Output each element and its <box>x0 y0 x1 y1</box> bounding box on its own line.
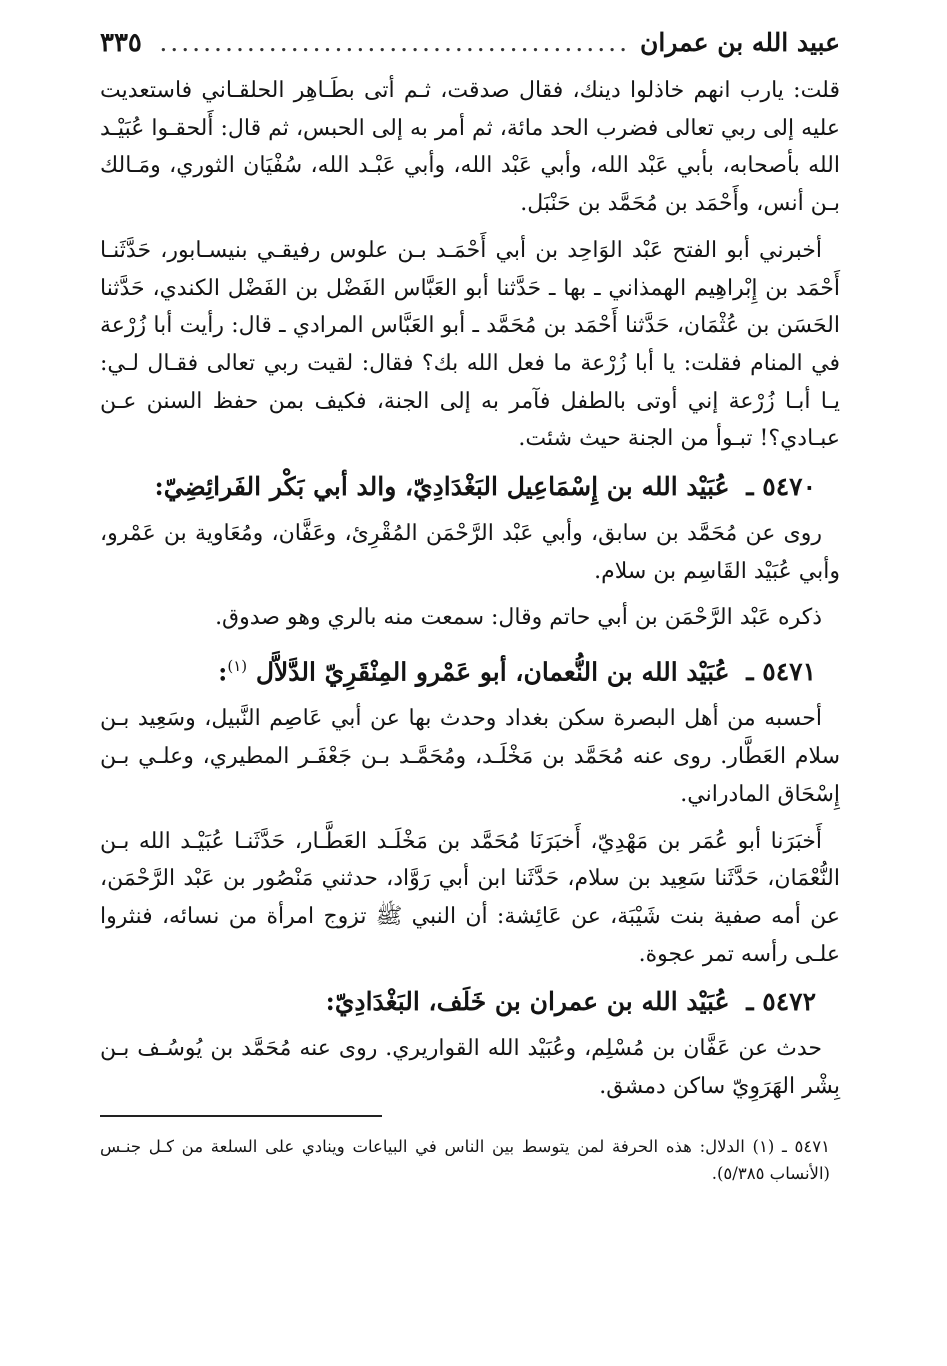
header-leader-dots: ........................................... <box>159 28 631 57</box>
entry-title: عُبَيْد الله بن عمران بن خَلَف، البَغْدَادِيّ: <box>325 987 730 1017</box>
paragraph-7: حدث عن عَفَّان بن مُسْلِم، وعُبَيْد الله القواريري. روى عنه مُحَمَّد بن يُوسُـف بـن بِشْر الهَرَوِيّ ساكن دمشق. <box>100 1036 840 1100</box>
page-number: ٣٣٥ <box>100 28 142 58</box>
footnote-reference: (١) <box>227 657 248 676</box>
footnote: ٥٤٧١ ـ (١) الدلال: هذه الحرفة لمن يتوسط بين الناس في البياعات وينادي على السلعة من كـل جنـس (الأنساب ٥/٣٨٥). <box>100 1137 830 1184</box>
paragraph-6: أَخبَرَنا أبو عُمَر بن مَهْدِيّ، أَخبَرَنَا مُحَمَّد بن مَخْلَـد العَطَّـار، حَدَّثَنـا عُبَيْـد الله بـن النُّعْمَان، حَدَّثَنا سَعِيد بن سلام، حَدَّثَنا ابن أبي رَوَّاد، حدثني مَنْصُور بن عَبْد الرَّحْمَن، عن أمه صفية بنت شَيْبَة، عن عَائِشة: أن النبي ﷺ تزوج امرأة من نسائه، فنثروا علـى رأسه تمر عجوة. <box>100 828 840 967</box>
footnote-divider <box>100 1115 382 1117</box>
entry-number: ٥٤٧٢ ـ <box>746 987 816 1017</box>
paragraph-1: قلت: يارب انهم خاذلوا دينك، فقال صدقت، ثـم أتى بطَـاهِر الحلقـاني فاستعديت عليه إلى ربي تعالى فضرب الحد مائة، ثم أمر به إلى الحبس، ثم قال: أَلحقـوا عُبَيْـد الله بأصحابه، بأبي عَبْد الله، وأبي عَبْد الله، وأبي عَبْـد الله، سُفْيَان الثوري، ومَـالك بـن أنس، وأَحْمَد بن مُحَمَّد بن حَنْبَل. <box>100 78 840 217</box>
entry-colon: : <box>218 657 228 687</box>
paragraph-3: روى عن مُحَمَّد بن سابق، وأبي عَبْد الرَّحْمَن المُقْرِئ، وعَفَّان، ومُعَاوية بن عَمْرو، وأبي عُبَيْد القَاسِم بن سلام. <box>100 521 840 584</box>
entry-number: ٥٤٧٠ ـ <box>746 472 816 502</box>
entry-heading-5471 <box>100 646 816 692</box>
running-title: عبيد الله بن عمران <box>640 28 840 57</box>
entry-heading-5470 <box>100 467 816 507</box>
entry-heading-5472 <box>100 982 816 1022</box>
paragraph-5: أحسبه من أهل البصرة سكن بغداد وحدث بها عن أبي عَاصِم النَّبيل، وسَعِيد بـن سلام العَطَّار. روى عنه مُحَمَّد بن مَخْلَـد، ومُحَمَّـد بـن جَعْفَـر المطيري، وعلـي بـن إِسْحَاق المادراني. <box>100 706 840 807</box>
entry-title: عُبَيْد الله بن إِسْمَاعِيل البَغْدَادِيّ، والد أبي بَكْر الفَرائِضِيّ: <box>154 472 730 502</box>
paragraph-2: أخبرني أبو الفتح عَبْد الوَاحِد بن أبي أَحْمَـد بـن علوس رفيقـي بنيسـابور، حَدَّثَنـا أَحْمَد بن إِبْراهِيم الهمذاني ـ بها ـ حَدَّثنا أبو العَبَّاس الفَضْل بن الفَضْل الكندي، حَدَّثنا الحَسَن بن عُثْمَان، حَدَّثنا أَحْمَد بن مُحَمَّد ـ أبو العَبَّاس المرادي ـ قال: رأيت أبا زُرْعة في المنام فقلت: يا أبا زُرْعة ما فعل الله بك؟ فقال: لقيت ربي تعالى فقـال لـي: يـا أبـا زُرْعة إني أوتى بالطفل فآمر به إلى الجنة، فكيف بمن حفظ السنن عـن عبـادي؟! تبـوأ من الجنة حيث شئت. <box>100 237 840 452</box>
running-header <box>100 28 840 72</box>
entry-title: عُبَيْد الله بن النُّعمان، أبو عَمْرو المِنْقَرِيّ الدَّلاَّل <box>255 657 730 687</box>
entry-number: ٥٤٧١ ـ <box>746 657 816 687</box>
book-page <box>100 28 840 1348</box>
paragraph-4: ذكره عَبْد الرَّحْمَن بن أبي حاتم وقال: سمعت منه بالري وهو صدوق. <box>215 605 822 631</box>
